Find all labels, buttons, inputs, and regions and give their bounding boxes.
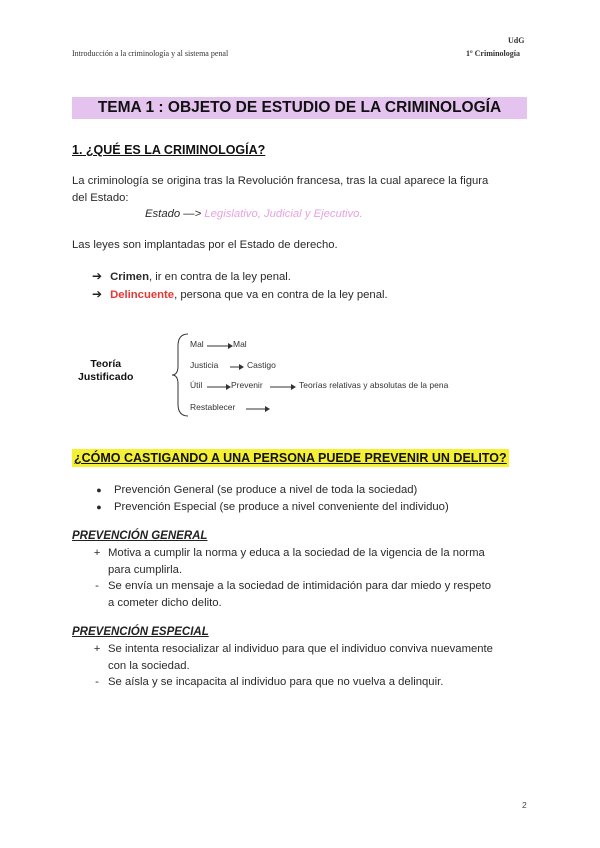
estado-label: Estado —> [145, 208, 202, 220]
arrow-icon [207, 342, 233, 350]
list-item [92, 286, 388, 304]
diagram-row3-b: Prevenir [231, 380, 263, 390]
section1-para1-line2: del Estado: [72, 192, 129, 204]
diagram-label-line1: Teoría [90, 358, 122, 370]
section1-heading: 1. ¿QUÉ ES LA CRIMINOLOGÍA? [72, 143, 266, 157]
list-item [90, 545, 485, 579]
general-item2-line1: Se envía un mensaje a la sociedad de intimidación para dar miedo y respeto [108, 580, 492, 592]
section2-heading [72, 451, 509, 465]
dash-marker: - [95, 580, 99, 592]
arrow-icon [230, 363, 244, 371]
bullet-icon: ● [96, 485, 102, 495]
list-item [90, 578, 491, 612]
estado-line [145, 206, 363, 223]
diagram-row4-a: Restablecer [190, 402, 236, 412]
arrow-right-icon: ➔ [92, 269, 103, 283]
general-item1-line1: Motiva a cumplir la norma y educa a la sociedad de la vigencia de la norma [108, 547, 485, 559]
list-item-text: Prevención Especial (se produce a nivel conveniente del individuo) [114, 501, 449, 513]
diagram-row2-b: Castigo [247, 360, 276, 370]
page-number: 2 [522, 800, 527, 810]
especial-item1-line1: Se intenta resocializar al individuo para que el individuo conviva nuevamente [108, 643, 493, 655]
arrow-icon [207, 383, 231, 391]
estado-value: Legislativo, Judicial y Ejecutivo. [204, 208, 363, 220]
section2-heading-text: ¿CÓMO CASTIGANDO A UNA PERSONA PUEDE PREVENIR UN DELITO? [74, 451, 507, 465]
general-heading: PREVENCIÓN GENERAL [72, 530, 208, 542]
diagram-label-line2: Justificado [78, 371, 134, 383]
list-item [92, 482, 417, 499]
dash-marker: - [95, 676, 99, 688]
general-item1-line2: para cumplirla. [108, 564, 183, 576]
plus-marker: + [93, 547, 101, 559]
bullet-icon: ● [96, 502, 102, 512]
header-left: Introducción a la criminología y al sistema penal [72, 49, 229, 58]
list-item [92, 268, 291, 286]
header-right-bottom: 1º Criminología [466, 49, 520, 58]
plus-marker: + [93, 643, 101, 655]
term-delincuente-def: , persona que va en contra de la ley penal. [174, 289, 388, 301]
list-item [92, 499, 449, 516]
section1-para1-line1: La criminología se origina tras la Revolución francesa, tras la cual aparece la figura [72, 175, 489, 187]
arrow-right-icon: ➔ [92, 287, 103, 301]
term-delincuente: Delincuente [110, 289, 175, 301]
list-item [90, 674, 443, 691]
list-item-text: Prevención General (se produce a nivel de toda la sociedad) [114, 484, 418, 496]
general-item2-line2: a cometer dicho delito. [108, 597, 222, 609]
diagram-row1-a: Mal [190, 339, 204, 349]
especial-item1-line2: con la sociedad. [108, 660, 190, 672]
term-crimen: Crimen [110, 271, 149, 283]
diagram-row2-a: Justicia [190, 360, 219, 370]
section1-para2: Las leyes son implantadas por el Estado de derecho. [72, 239, 338, 251]
diagram-row1-b: Mal [233, 339, 247, 349]
diagram-row3-a: Útil [190, 380, 203, 390]
especial-item2-line1: Se aísla y se incapacita al individuo para que no vuelva a delinquir. [108, 676, 444, 688]
diagram-label [78, 358, 133, 384]
diagram-row3-c: Teorías relativas y absolutas de la pena [299, 380, 449, 390]
page-title: TEMA 1 : OBJETO DE ESTUDIO DE LA CRIMINOLOGÍA [72, 97, 527, 119]
term-crimen-def: , ir en contra de la ley penal. [148, 271, 291, 283]
arrow-icon [270, 383, 296, 391]
arrow-icon [246, 405, 270, 413]
header-right-top: UdG [508, 36, 525, 45]
especial-heading: PREVENCIÓN ESPECIAL [72, 626, 209, 638]
list-item [90, 641, 493, 675]
